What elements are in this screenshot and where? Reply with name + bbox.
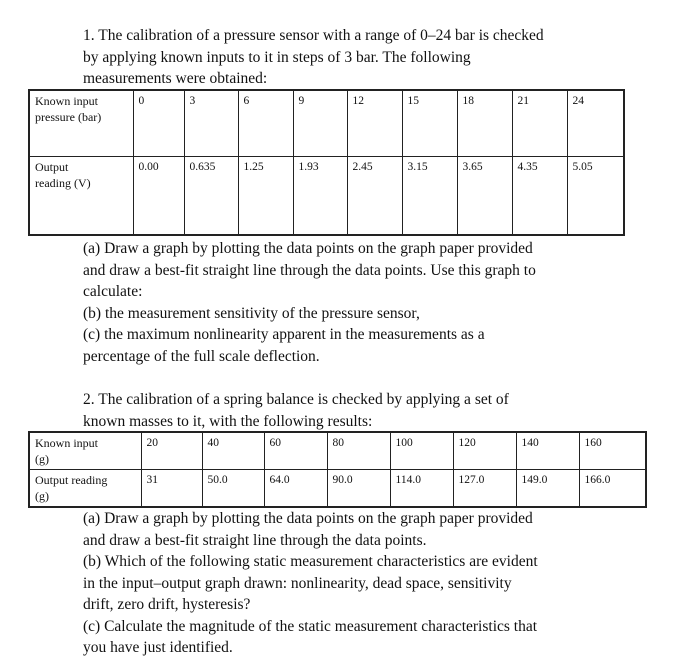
problem2-question-line: in the input–output graph drawn: nonlinearity, dead space, sensitivity xyxy=(83,574,512,592)
problem1-question-line: and draw a best-fit straight line through the data points. Use this graph to xyxy=(83,261,536,279)
row-label-known-input xyxy=(29,90,133,156)
problem2-question-line: you have just identified. xyxy=(83,639,233,656)
table-cell: 100 xyxy=(390,432,453,470)
table-cell: 0.00 xyxy=(133,156,184,235)
table-cell: 3.15 xyxy=(402,156,457,235)
row-label-line: (g) xyxy=(35,452,49,466)
problem1-question-line: (a) Draw a graph by plotting the data points on the graph paper provided xyxy=(83,240,533,257)
table-cell: 6 xyxy=(238,90,293,156)
table-cell: 140 xyxy=(516,432,579,470)
problem1-question-line: percentage of the full scale deflection. xyxy=(83,347,320,365)
problem2-question-line: drift, zero drift, hysteresis? xyxy=(83,596,251,613)
table-cell: 149.0 xyxy=(516,470,579,508)
row-label-line: (g) xyxy=(35,489,49,503)
row-label-known-input xyxy=(29,432,141,470)
problem1-question-line: calculate: xyxy=(83,283,143,300)
row-label-line: Output reading xyxy=(35,473,108,487)
problem2-question-line: and draw a best-fit straight line through the data points. xyxy=(83,531,427,549)
problem1-questions xyxy=(83,238,623,367)
table-cell: 12 xyxy=(347,90,402,156)
table-cell: 21 xyxy=(512,90,567,156)
table-cell: 24 xyxy=(567,90,624,156)
table-cell: 3.65 xyxy=(457,156,512,235)
table-cell: 160 xyxy=(579,432,646,470)
table-cell: 114.0 xyxy=(390,470,453,508)
problem1-intro-line: by applying known inputs to it in steps of 3 bar. The following xyxy=(83,48,471,66)
problem1-intro-line: 1. The calibration of a pressure sensor with a range of 0–24 bar is checked xyxy=(83,27,544,44)
problem1-question-line: (c) the maximum nonlinearity apparent in the measurements as a xyxy=(83,326,485,343)
row-label-line: Known input xyxy=(35,436,98,450)
table-cell: 9 xyxy=(293,90,347,156)
problem2-intro-line: known masses to it, with the following results: xyxy=(83,412,373,430)
row-label-output-reading xyxy=(29,156,133,235)
row-label-line: reading (V) xyxy=(35,175,91,190)
table-cell: 60 xyxy=(264,432,327,470)
table-cell: 1.25 xyxy=(238,156,293,235)
table-cell: 20 xyxy=(141,432,202,470)
problem1-question-line: (b) the measurement sensitivity of the pressure sensor, xyxy=(83,304,420,322)
table-cell: 64.0 xyxy=(264,470,327,508)
table-row xyxy=(29,90,624,156)
table-cell: 5.05 xyxy=(567,156,624,235)
problem2-question-line: (c) Calculate the magnitude of the static measurement characteristics that xyxy=(83,617,538,635)
table-row xyxy=(29,470,646,508)
row-label-line: Output xyxy=(35,159,69,174)
table-cell: 80 xyxy=(327,432,390,470)
problem2-question-line: (b) Which of the following static measurement characteristics are evident xyxy=(83,553,538,570)
table-row xyxy=(29,432,646,470)
table-cell: 166.0 xyxy=(579,470,646,508)
table-cell: 3 xyxy=(184,90,238,156)
problem1-intro xyxy=(83,25,623,90)
table-cell: 120 xyxy=(453,432,516,470)
pressure-calibration-table xyxy=(28,89,625,236)
problem2-question-line: (a) Draw a graph by plotting the data points on the graph paper provided xyxy=(83,510,533,527)
table-cell: 15 xyxy=(402,90,457,156)
table-cell: 127.0 xyxy=(453,470,516,508)
table-cell: 4.35 xyxy=(512,156,567,235)
table-cell: 18 xyxy=(457,90,512,156)
problem1-intro-line: measurements were obtained: xyxy=(83,70,268,87)
table-cell: 50.0 xyxy=(202,470,264,508)
problem2-intro xyxy=(83,389,623,432)
table-cell: 31 xyxy=(141,470,202,508)
table-cell: 1.93 xyxy=(293,156,347,235)
table-cell: 40 xyxy=(202,432,264,470)
row-label-line: Known input xyxy=(35,94,98,108)
table-cell: 2.45 xyxy=(347,156,402,235)
table-cell: 90.0 xyxy=(327,470,390,508)
problem2-questions xyxy=(83,508,623,659)
table-cell: 0.635 xyxy=(184,156,238,235)
spring-balance-table xyxy=(28,431,647,508)
table-cell: 0 xyxy=(133,90,184,156)
table-row xyxy=(29,156,624,235)
problem2-intro-line: 2. The calibration of a spring balance is checked by applying a set of xyxy=(83,391,509,408)
row-label-line: pressure (bar) xyxy=(35,110,102,124)
row-label-output-reading xyxy=(29,470,141,508)
